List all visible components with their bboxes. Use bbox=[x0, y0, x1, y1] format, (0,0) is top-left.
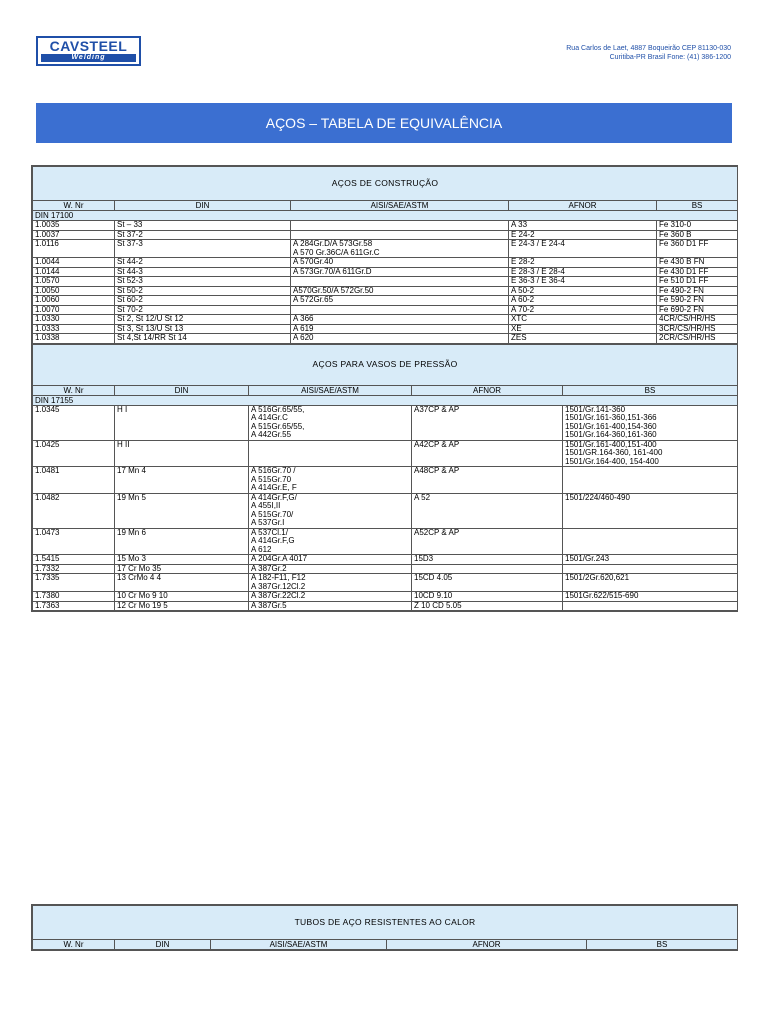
table-cell bbox=[291, 240, 509, 258]
table-cell: Fe 490-2 FN bbox=[657, 286, 738, 296]
table-row bbox=[33, 601, 738, 611]
table-cell: H I bbox=[115, 405, 249, 440]
table-cell: Fe 590-2 FN bbox=[657, 296, 738, 306]
page-title: AÇOS – TABELA DE EQUIVALÊNCIA bbox=[36, 103, 732, 143]
table-cell bbox=[249, 440, 412, 467]
table-cell: St 50-2 bbox=[115, 286, 291, 296]
table-cell: 12 Cr Mo 19 5 bbox=[115, 601, 249, 611]
table-cell: XE bbox=[509, 324, 657, 334]
table-cell: St 2, St 12/U St 12 bbox=[115, 315, 291, 325]
cell-line: 1501/Gr.161-360,151-366 bbox=[565, 413, 657, 422]
address-line-1: Rua Carlos de Laet, 4887 Boqueirão CEP 81130-030 bbox=[566, 45, 731, 52]
table-cell: 1.0345 bbox=[33, 405, 115, 440]
heat-resistant-tubes-block bbox=[31, 904, 738, 951]
table-row bbox=[33, 574, 738, 592]
pressure-header-row bbox=[33, 385, 738, 395]
table-cell: A 387Gr.2 bbox=[249, 564, 412, 574]
table-cell bbox=[412, 564, 563, 574]
table-cell: 1.0050 bbox=[33, 286, 115, 296]
table-row bbox=[33, 286, 738, 296]
table-cell: 1501/224/460-490 bbox=[563, 493, 738, 528]
table-cell: St 44-2 bbox=[115, 258, 291, 268]
pressure-standard: DIN 17155 bbox=[33, 395, 738, 405]
cell-line: 1501/Gr.164-360,161-360 bbox=[565, 430, 657, 439]
header-wnr: W. Nr bbox=[33, 385, 115, 395]
table-cell bbox=[291, 221, 509, 231]
table-cell: 4CR/CS/HR/HS bbox=[657, 315, 738, 325]
table-cell bbox=[291, 305, 509, 315]
table-cell: 10CD 9.10 bbox=[412, 592, 563, 602]
table-row bbox=[33, 240, 738, 258]
table-cell: 15 Mo 3 bbox=[115, 555, 249, 565]
table-cell: A 619 bbox=[291, 324, 509, 334]
table-cell: 1501/2Gr.620,621 bbox=[563, 574, 738, 592]
header-afnor: AFNOR bbox=[412, 385, 563, 395]
table-cell: St 37-3 bbox=[115, 240, 291, 258]
table-cell: A 204Gr.A 4017 bbox=[249, 555, 412, 565]
cell-line: A 570 Gr.36C/A 611Gr.C bbox=[293, 247, 380, 257]
header-din: DIN bbox=[115, 201, 291, 211]
table-row bbox=[33, 221, 738, 231]
table-cell: E 36-3 / E 36-4 bbox=[509, 277, 657, 287]
construction-steels-table bbox=[32, 166, 738, 344]
table-cell: A52CP & AP bbox=[412, 528, 563, 555]
table-cell: 1.0060 bbox=[33, 296, 115, 306]
table-row bbox=[33, 592, 738, 602]
cell-line: 1501/Gr.161-400,151-400 bbox=[565, 440, 657, 449]
tubes-section-title: TUBOS DE AÇO RESISTENTES AO CALOR bbox=[33, 906, 738, 940]
table-cell: E 28-3 / E 28-4 bbox=[509, 267, 657, 277]
cell-line: A 515Gr.65/55, bbox=[251, 421, 305, 431]
table-cell: XTC bbox=[509, 315, 657, 325]
table-cell: Fe 430 B FN bbox=[657, 258, 738, 268]
table-cell: A 620 bbox=[291, 334, 509, 344]
cell-line: 1501/Gr.161-400,154-360 bbox=[565, 421, 657, 431]
table-cell bbox=[563, 467, 738, 494]
table-cell: 3CR/CS/HR/HS bbox=[657, 324, 738, 334]
cell-line: A 537Gr.I bbox=[251, 518, 285, 527]
cell-line: A 515Gr.70/ bbox=[251, 509, 294, 519]
header-aisi: AISI/SAE/ASTM bbox=[211, 940, 387, 950]
table-cell: A 387Gr.5 bbox=[249, 601, 412, 611]
cell-line: A 414Gr.E, F bbox=[251, 483, 297, 492]
table-cell: A48CP & AP bbox=[412, 467, 563, 494]
table-cell: 1.0473 bbox=[33, 528, 115, 555]
table-cell: St – 33 bbox=[115, 221, 291, 231]
table-cell: 1.0037 bbox=[33, 230, 115, 240]
table-cell: A 52 bbox=[412, 493, 563, 528]
cell-line: A 515Gr.70 bbox=[251, 474, 292, 484]
cell-line: A 455I,II bbox=[251, 501, 281, 510]
table-cell: St 4,St 14/RR St 14 bbox=[115, 334, 291, 344]
table-row bbox=[33, 528, 738, 555]
table-cell: E 28-2 bbox=[509, 258, 657, 268]
table-cell: 13 CrMo 4 4 bbox=[115, 574, 249, 592]
table-cell: 1501/Gr.243 bbox=[563, 555, 738, 565]
table-cell: Fe 690-2 FN bbox=[657, 305, 738, 315]
table-row bbox=[33, 405, 738, 440]
table-row bbox=[33, 230, 738, 240]
table-cell: 17 Mn 4 bbox=[115, 467, 249, 494]
tubes-header-row bbox=[33, 940, 738, 950]
table-cell bbox=[249, 467, 412, 494]
table-cell: St 44-3 bbox=[115, 267, 291, 277]
table-cell: Fe 360 B bbox=[657, 230, 738, 240]
table-row bbox=[33, 277, 738, 287]
header-din: DIN bbox=[115, 385, 249, 395]
table-cell bbox=[563, 601, 738, 611]
table-cell: 19 Mn 6 bbox=[115, 528, 249, 555]
table-cell: 1.7380 bbox=[33, 592, 115, 602]
table-cell: E 24-2 bbox=[509, 230, 657, 240]
table-cell: A37CP & AP bbox=[412, 405, 563, 440]
header-bs: BS bbox=[563, 385, 738, 395]
table-cell: Fe 310-0 bbox=[657, 221, 738, 231]
table-cell: 1.0570 bbox=[33, 277, 115, 287]
cell-line: A 537Cl.1/ bbox=[251, 528, 288, 537]
table-row bbox=[33, 258, 738, 268]
table-cell: St 37-2 bbox=[115, 230, 291, 240]
company-address bbox=[566, 44, 731, 62]
logo-sub-text: Welding bbox=[41, 54, 136, 62]
table-cell: A 573Gr.70/A 611Gr.D bbox=[291, 267, 509, 277]
table-cell: 1.0338 bbox=[33, 334, 115, 344]
cell-line: A 414Gr.C bbox=[251, 413, 288, 422]
table-row bbox=[33, 305, 738, 315]
table-cell: Z 10 CD 5.05 bbox=[412, 601, 563, 611]
company-logo bbox=[36, 36, 141, 66]
construction-steels-block bbox=[31, 165, 738, 612]
table-cell: E 24-3 / E 24-4 bbox=[509, 240, 657, 258]
pressure-vessel-table bbox=[32, 344, 738, 612]
table-cell bbox=[563, 440, 738, 467]
table-cell: St 60-2 bbox=[115, 296, 291, 306]
table-cell: A 50-2 bbox=[509, 286, 657, 296]
table-row bbox=[33, 440, 738, 467]
address-line-2: Curitiba-PR Brasil Fone: (41) 386-1200 bbox=[609, 54, 731, 61]
table-cell: 1501Gr.622/515-690 bbox=[563, 592, 738, 602]
table-cell: ZES bbox=[509, 334, 657, 344]
cell-line: A 442Gr.55 bbox=[251, 430, 292, 439]
table-cell: 15CD 4.05 bbox=[412, 574, 563, 592]
cell-line: A 612 bbox=[251, 544, 272, 554]
header-bs: BS bbox=[657, 201, 738, 211]
construction-section-title: AÇOS DE CONSTRUÇÃO bbox=[33, 167, 738, 201]
table-cell: A 366 bbox=[291, 315, 509, 325]
table-cell: 1.0482 bbox=[33, 493, 115, 528]
table-row bbox=[33, 324, 738, 334]
table-cell: 1.5415 bbox=[33, 555, 115, 565]
header-wnr: W. Nr bbox=[33, 940, 115, 950]
cell-line: A 414Gr.F,G bbox=[251, 536, 295, 545]
table-cell bbox=[249, 405, 412, 440]
table-cell bbox=[249, 574, 412, 592]
table-cell: 15D3 bbox=[412, 555, 563, 565]
table-cell bbox=[249, 493, 412, 528]
table-cell bbox=[291, 277, 509, 287]
table-row bbox=[33, 334, 738, 344]
table-cell: A 572Gr.65 bbox=[291, 296, 509, 306]
table-cell: 1.7363 bbox=[33, 601, 115, 611]
construction-standard: DIN 17100 bbox=[33, 211, 738, 221]
table-row bbox=[33, 296, 738, 306]
table-cell: A 33 bbox=[509, 221, 657, 231]
table-cell: 1.7335 bbox=[33, 574, 115, 592]
logo-main-text: CAVSTEEL bbox=[49, 38, 128, 54]
table-row bbox=[33, 564, 738, 574]
table-cell: 10 Cr Mo 9 10 bbox=[115, 592, 249, 602]
cell-line: 1501/Gr.164-400, 154-400 bbox=[565, 456, 659, 466]
cell-line: A 516Gr.70 / bbox=[251, 466, 296, 475]
table-cell: 1.0330 bbox=[33, 315, 115, 325]
table-cell: St 52-3 bbox=[115, 277, 291, 287]
table-cell: Fe 510 D1 FF bbox=[657, 277, 738, 287]
table-cell: A 570Gr.40 bbox=[291, 258, 509, 268]
cell-line: A 284Gr.D/A 573Gr.58 bbox=[293, 239, 373, 248]
pressure-section-title: AÇOS PARA VASOS DE PRESSÃO bbox=[33, 344, 738, 385]
table-cell: 2CR/CS/HR/HS bbox=[657, 334, 738, 344]
table-cell: 1.0425 bbox=[33, 440, 115, 467]
table-cell: 1.7332 bbox=[33, 564, 115, 574]
table-row bbox=[33, 267, 738, 277]
header-afnor: AFNOR bbox=[509, 201, 657, 211]
table-cell: H II bbox=[115, 440, 249, 467]
heat-resistant-tubes-table bbox=[32, 905, 738, 950]
table-cell: Fe 360 D1 FF bbox=[657, 240, 738, 258]
table-cell: 1.0116 bbox=[33, 240, 115, 258]
table-cell: 19 Mn 5 bbox=[115, 493, 249, 528]
table-cell: A42CP & AP bbox=[412, 440, 563, 467]
table-cell: 17 Cr Mo 35 bbox=[115, 564, 249, 574]
cell-line: A 182-F11, F12 bbox=[251, 573, 306, 582]
header-bs: BS bbox=[587, 940, 738, 950]
cell-line: A 516Gr.65/55, bbox=[251, 405, 305, 414]
table-cell bbox=[563, 405, 738, 440]
table-cell: A 387Gr.22Cl.2 bbox=[249, 592, 412, 602]
cell-line: 1501/Gr.141-360 bbox=[565, 405, 626, 414]
table-row bbox=[33, 315, 738, 325]
table-cell: 1.0035 bbox=[33, 221, 115, 231]
table-row bbox=[33, 467, 738, 494]
table-cell: St 3, St 13/U St 13 bbox=[115, 324, 291, 334]
table-row bbox=[33, 493, 738, 528]
table-cell bbox=[563, 528, 738, 555]
table-cell: 1.0044 bbox=[33, 258, 115, 268]
table-cell bbox=[249, 528, 412, 555]
header-afnor: AFNOR bbox=[387, 940, 587, 950]
table-cell: St 70-2 bbox=[115, 305, 291, 315]
table-cell: 1.0481 bbox=[33, 467, 115, 494]
cell-line: 1501/GR.164-360, 161-400 bbox=[565, 448, 663, 457]
header-din: DIN bbox=[115, 940, 211, 950]
cell-line: A 414Gr.F,G/ bbox=[251, 493, 297, 502]
table-cell: A 70-2 bbox=[509, 305, 657, 315]
construction-header-row bbox=[33, 201, 738, 211]
table-cell: 1.0333 bbox=[33, 324, 115, 334]
table-cell bbox=[291, 230, 509, 240]
table-cell: 1.0144 bbox=[33, 267, 115, 277]
table-row bbox=[33, 555, 738, 565]
header-aisi: AISI/SAE/ASTM bbox=[249, 385, 412, 395]
header-aisi: AISI/SAE/ASTM bbox=[291, 201, 509, 211]
table-cell: A570Gr.50/A 572Gr.50 bbox=[291, 286, 509, 296]
table-cell bbox=[563, 564, 738, 574]
table-cell: Fe 430 D1 FF bbox=[657, 267, 738, 277]
cell-line: A 387Gr.12Cl.2 bbox=[251, 581, 306, 591]
table-cell: 1.0070 bbox=[33, 305, 115, 315]
table-cell: A 60-2 bbox=[509, 296, 657, 306]
header-wnr: W. Nr bbox=[33, 201, 115, 211]
